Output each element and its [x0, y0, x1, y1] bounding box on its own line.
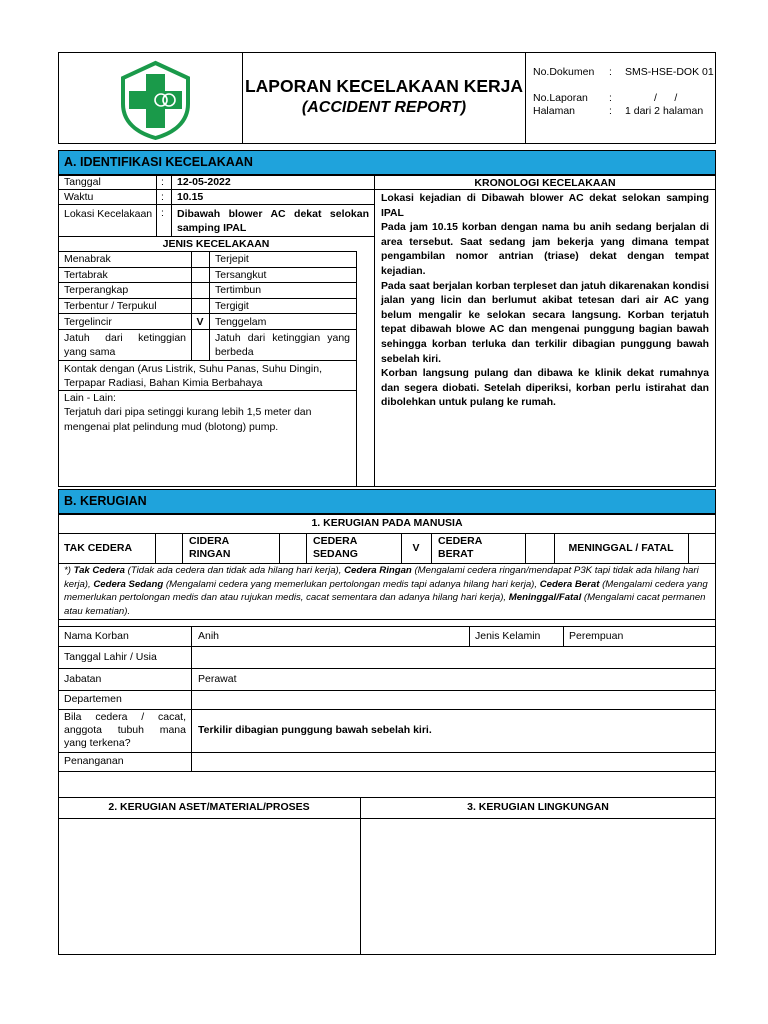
lain-text: Terjatuh dari pipa setinggi kurang lebih 1,5 meter dan mengenai plat pelindung mud (blotong) pump.	[64, 406, 312, 433]
cedera-sedang-mark: V	[412, 542, 420, 554]
cedera-sedang-label: CEDERA SEDANG	[313, 535, 358, 560]
jenis-jatuh-beda: Jatuh dari ketinggian yang berbeda	[215, 332, 350, 358]
tanggal-label: Tanggal	[64, 176, 101, 188]
tanggal-lahir-label: Tanggal Lahir / Usia	[64, 651, 157, 663]
kronologi-text: Lokasi kejadian di Dibawah blower AC dekat selokan samping IPAL Pada jam 10.15 korban dengan nama bu anih sedang berjalan di area tersebut. Saat sedang jam bekerja yang dimana tempat pengambilan nomor antrian (triase) dekat dengan tempat kejadian. Pada saat berjalan korban terpleset dan jatuh dikarenakan kondisi jalan yang licin dan berlumut akibat tetesan dari air AC yang belum mengalir ke selokan secara langsung. Korban terjatuh tepat dibawah blowe AC dan mengenai punggung bagian bawah sehingga korban terluka dan terkilir dibagian punggung bawah sebelah kiri. Korban langsung pulang dan dibawa ke klinik dekat rumahnya dan segera diobati. Setelah diperiksi, korban perlu istirahat dan dibolehkan untuk pulang ke rumah.	[381, 193, 709, 409]
kerugian-lingkungan-title: 3. KERUGIAN LINGKUNGAN	[467, 801, 609, 813]
jenis-kelamin-value: Perempuan	[569, 630, 624, 642]
penanganan-label: Penanganan	[64, 755, 124, 767]
lokasi-value: Dibawah blower AC dekat selokan samping IPAL	[177, 208, 369, 234]
jenis-tergelincir: Tergelincir	[64, 316, 112, 328]
jenis-jatuh-sama: Jatuh dari ketinggian yang sama	[64, 332, 186, 358]
meninggal-label: MENINGGAL / FATAL	[568, 542, 674, 554]
jenis-tergigit: Tergigit	[215, 300, 249, 312]
jenis-tertabrak: Tertabrak	[64, 269, 108, 281]
lokasi-label: Lokasi Kecelakaan	[64, 208, 153, 220]
cidera-ringan-label: CIDERA RINGAN	[189, 535, 231, 560]
tanggal-value: 12-05-2022	[177, 176, 231, 188]
anggota-tubuh-value: Terkilir dibagian punggung bawah sebelah kiri.	[198, 724, 432, 736]
jenis-menabrak: Menabrak	[64, 253, 111, 265]
report-title: LAPORAN KECELAKAAN KERJA	[244, 76, 524, 96]
lain-label: Lain - Lain:	[64, 392, 116, 404]
waktu-value: 10.15	[177, 191, 204, 203]
cedera-berat-label: CEDERA BERAT	[438, 535, 482, 560]
jabatan-value: Perawat	[198, 673, 237, 685]
jenis-kontak: Kontak dengan (Arus Listrik, Suhu Panas, Suhu Dingin, Terpapar Radiasi, Bahan Kimia Berbahaya	[64, 363, 322, 389]
jenis-terbentur: Terbentur / Terpukul	[64, 300, 157, 312]
anggota-tubuh-label: Bila cedera / cacat, anggota tubuh mana yang terkena?	[64, 711, 186, 749]
kerugian-aset-title: 2. KERUGIAN ASET/MATERIAL/PROSES	[108, 801, 310, 813]
jenis-tenggelam: Tenggelam	[215, 316, 267, 328]
jenis-tertimbun: Tertimbun	[215, 284, 262, 296]
jenis-kelamin-label: Jenis Kelamin	[475, 630, 541, 642]
cedera-note: *) Tak Cedera (Tidak ada cedera dan tidak ada hilang hari kerja), Cedera Ringan (Mengalami cedera ringan/mendapat P3K tapi tidak ada hilang hari kerja), Cedera Sedang (Mengalami cedera yang memerlukan pertolongan medis tapi adanya hilang hari kerja), Cedera Berat (Mengalami cedera yang memerlukan pertolongan medis dan atau rujukan medis, cacat sementara dan adanya hilang hari kerja), Meninggal/Fatal (Mengalami cacat permanen atau kematian).	[64, 565, 708, 617]
jabatan-label: Jabatan	[64, 673, 102, 685]
departemen-label: Departemen	[64, 693, 122, 705]
report-subtitle: (ACCIDENT REPORT)	[301, 99, 467, 116]
nama-korban-label: Nama Korban	[64, 630, 129, 642]
jenis-tersangkut: Tersangkut	[215, 269, 267, 281]
jenis-terjepit: Terjepit	[215, 253, 249, 265]
nama-korban-value: Anih	[198, 630, 220, 642]
kronologi-title: KRONOLOGI KECELAKAAN	[474, 177, 616, 189]
kerugian-manusia-title: 1. KERUGIAN PADA MANUSIA	[311, 517, 463, 529]
section-b-title: B. KERUGIAN	[58, 489, 716, 514]
tergelincir-mark: V	[196, 316, 204, 328]
waktu-label: Waktu	[64, 191, 94, 203]
jenis-terperangkap: Terperangkap	[64, 284, 129, 296]
jenis-title: JENIS KECELAKAAN	[162, 238, 270, 250]
tak-cedera-label: TAK CEDERA	[64, 542, 133, 554]
logo-icon	[118, 60, 193, 140]
section-a-title: A. IDENTIFIKASI KECELAKAAN	[58, 150, 716, 175]
